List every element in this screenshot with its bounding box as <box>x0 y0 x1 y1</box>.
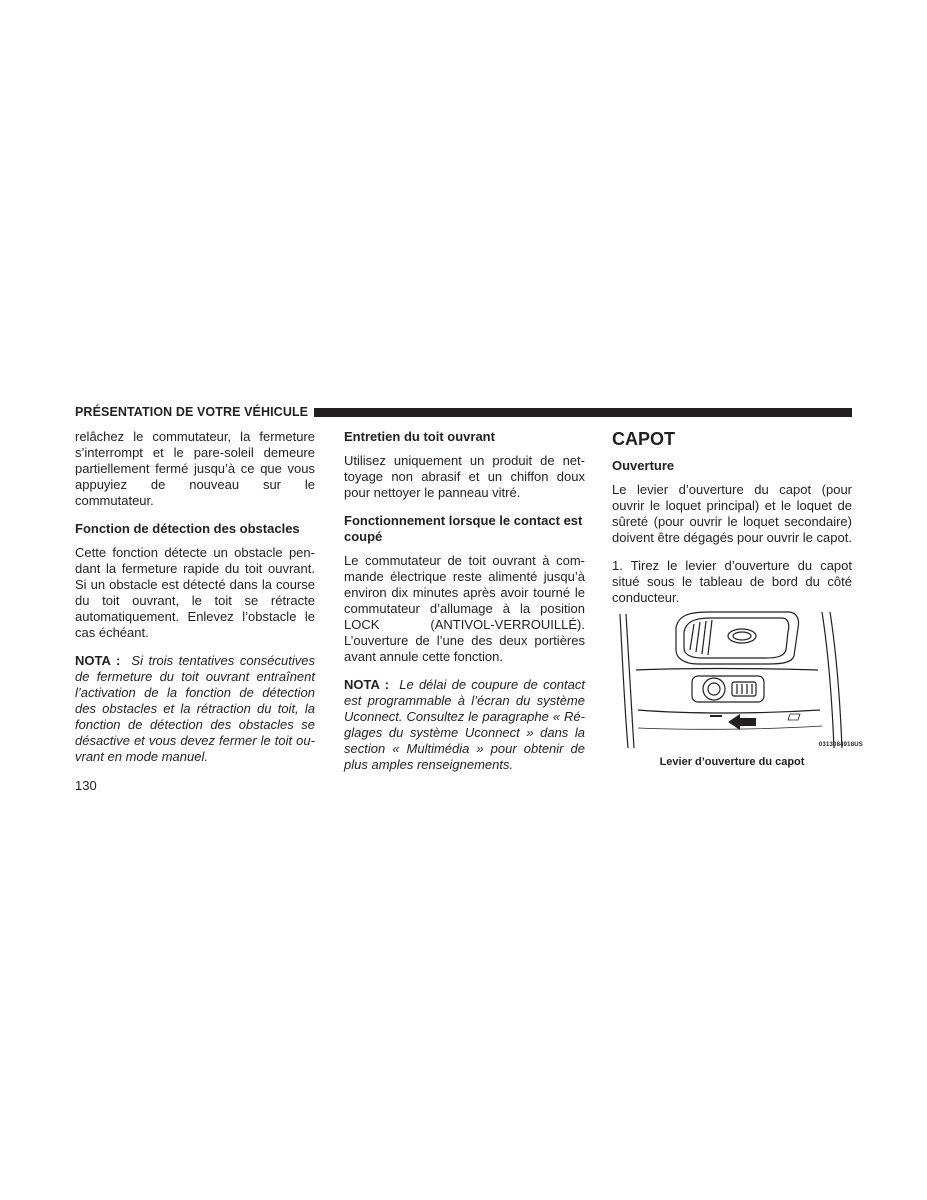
running-header <box>75 405 852 419</box>
note-label: NOTA : <box>344 677 389 692</box>
arrow-icon <box>728 714 756 730</box>
page-number: 130 <box>75 778 97 793</box>
note-text: Le délai de coupure de contact est programmable à l’écran du système Uconnect. Consultez le paragraphe « Réglages du système Uconnect » dans la section « Multimédia » pour obtenir de plus amples renseignements. <box>344 677 585 772</box>
paragraph: Utilisez uniquement un produit de nettoyage non abrasif et un chiffon doux pour nettoyer le panneau vitré. <box>344 453 585 500</box>
paragraph: Le levier d’ouverture du capot (pour ouvrir le loquet principal) et le loquet de sûreté (pour ouvrir le loquet secondaire) doivent être dégagés pour ouvrir le capot. <box>612 482 852 545</box>
header-rule <box>314 408 852 417</box>
note-text: Si trois tentatives consécutives de fermeture du toit ouvrant entraînent l’activation de la fonction de détection des obstacles et la rétraction du toit, la fonction de détection des obstacles se désactive et vous devez fermer le toit ouvrant en mode manuel. <box>75 653 315 764</box>
section-heading: Entretien du toit ouvrant <box>344 429 495 444</box>
figure-caption: Levier d’ouverture du capot <box>659 756 805 768</box>
note-label: NOTA : <box>75 653 121 668</box>
column-left <box>75 429 315 777</box>
chapter-title: CAPOT <box>612 429 675 449</box>
column-middle <box>344 429 585 785</box>
section-heading: Fonction de détection des obstacles <box>75 521 300 536</box>
section-heading: Ouverture <box>612 458 675 473</box>
dashboard-illustration <box>618 610 865 750</box>
note <box>344 677 585 773</box>
paragraph: 1. Tirez le levier d’ouverture du capot situé sous le tableau de bord du côté conducteur. <box>612 558 852 605</box>
header-title: PRÉSENTATION DE VOTRE VÉHICULE <box>75 405 309 419</box>
figure-code: 0313084918US <box>818 742 863 748</box>
note <box>75 653 315 765</box>
paragraph: relâchez le commutateur, la fermeture s’interrompt et le pare-soleil demeure partiellement fermé jusqu’à ce que vous appuyiez de nouveau sur le commutateur. <box>75 429 315 508</box>
column-right <box>612 429 852 618</box>
hood-release-figure <box>618 610 865 750</box>
paragraph: Le commutateur de toit ouvrant à commande électrique reste alimenté jusqu’à environ dix minutes après avoir tourné le commutateur d’allumage à la position LOCK (ANTIVOL-VERROUILLÉ). L’ouverture de l’une des deux portières avant annule cette fonction. <box>344 553 585 664</box>
paragraph: Cette fonction détecte un obstacle pendant la fermeture rapide du toit ouvrant. Si un obstacle est détecté dans la course du toit ouvrant, le toit se rétracte automatiquement. Enlevez l’obstacle le cas échéant. <box>75 545 315 640</box>
section-heading: Fonctionnement lorsque le contact est coupé <box>344 513 583 544</box>
